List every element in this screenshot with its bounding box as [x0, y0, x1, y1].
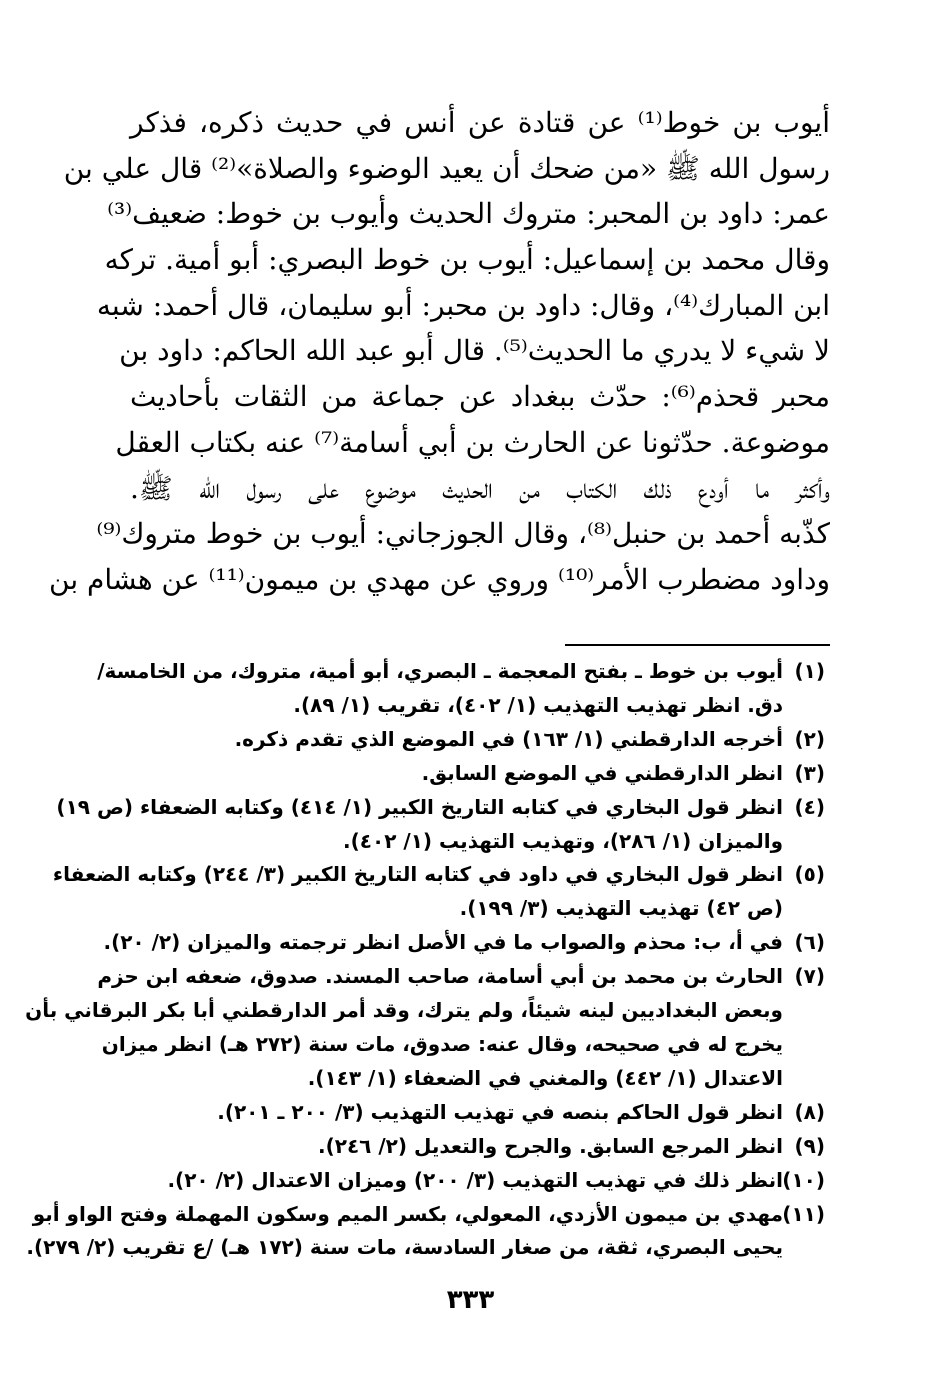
- main-text-line: وداود مضطرب الأمر⁽¹⁰⁾ وروي عن مهدي بن ميمون⁽¹¹⁾ عن هشام بن: [49, 562, 830, 596]
- main-text-line: لا شيء لا يدري ما الحديث⁽⁵⁾. قال أبو عبد الله الحاكم: داود بن: [119, 334, 830, 368]
- footnote-line: مهدي بن ميمون الأزدي، المعولي، بكسر الميم وسكون المهملة وفتح الواو أبو: [32, 1201, 783, 1226]
- footnote-line: أخرجه الدارقطني (١/ ١٦٣) في الموضع الذي تقدم ذكره.: [234, 726, 783, 751]
- footnote-number: (٢): [794, 726, 825, 751]
- footnote-line: والميزان (١/ ٢٨٦)، وتهذيب التهذيب (١/ ٤٠٢).: [343, 828, 783, 853]
- footnote-number: (٨): [794, 1099, 825, 1124]
- footnote-number: (١١): [782, 1201, 825, 1226]
- main-text-line: كذّبه أحمد بن حنبل⁽⁸⁾، وقال الجوزجاني: أيوب بن خوط متروك⁽⁹⁾: [96, 517, 830, 551]
- footnote: [52, 858, 825, 926]
- footnote-number: (٤): [794, 794, 825, 819]
- footnote: [125, 1096, 825, 1130]
- main-text-line: ابن المبارك⁽⁴⁾، وقال: داود بن محبر: أبو سليمان، قال أحمد: شبه: [96, 288, 830, 322]
- footnote-line: الاعتدال (١/ ٤٤٢) والمغني في الضعفاء (١/ ١٤٣).: [307, 1065, 783, 1090]
- footnote-line: انظر قول الحاكم بنصه في تهذيب التهذيب (٣/ ٢٠٠ ـ ٢٠١).: [217, 1099, 783, 1124]
- main-text: [49, 100, 830, 603]
- page-number: ٣٣٣: [446, 1285, 495, 1315]
- footnote-number: (٦): [794, 930, 825, 955]
- footnote-line: يخرج له في صحيحه، وقال عنه: صدوق، مات سنة (٢٧٢ هـ) انظر ميزان: [101, 1031, 783, 1056]
- footnotes: [25, 655, 825, 1265]
- main-text-line: رسول الله ﷺ «من ضحك أن يعيد الوضوء والصلاة»⁽²⁾ قال علي بن: [63, 151, 830, 185]
- main-text-line: محبر قحذم⁽⁶⁾: حدّث ببغداد عن جماعة من الثقات بأحاديث: [130, 380, 830, 414]
- main-text-line: عمر: داود بن المحبر: متروك الحديث وأيوب بن خوط: ضعيف⁽³⁾: [107, 197, 830, 231]
- footnote-number: (١): [794, 659, 825, 683]
- main-text-line: وقال محمد بن إسماعيل: أيوب بن خوط البصري: أبو أمية. تركه: [104, 243, 830, 277]
- footnote: [56, 791, 825, 859]
- footnote-number: (٥): [794, 862, 825, 887]
- footnote: [125, 757, 825, 791]
- footnote-separator: [565, 644, 830, 646]
- main-text-line: وأكثر ما أودع ذلك الكتاب من الحديث موضوع على رسول الله ﷺ.: [130, 471, 830, 505]
- footnote-line: يحيى البصري، ثقة، من صغار السادسة، مات سنة (١٧٢ هـ) /ع تقريب (٢/ ٢٧٩).: [26, 1235, 783, 1260]
- footnote: [103, 926, 825, 960]
- footnote-number: (٩): [794, 1133, 825, 1158]
- footnote-line: وبعض البغداديين لينه شيئاً، ولم يترك، وقد أمر الدارقطني أبا بكر البرقاني بأن: [25, 998, 783, 1023]
- footnote-line: انظر الدارقطني في الموضع السابق.: [421, 760, 783, 785]
- footnote-number: (٧): [794, 964, 825, 989]
- footnote: [26, 1198, 825, 1266]
- main-text-line: أيوب بن خوط⁽¹⁾ عن قتادة عن أنس في حديث ذكره، فذكر: [130, 106, 830, 139]
- footnote-line: في أ، ب: محذم والصواب ما في الأصل انظر ترجمته والميزان (٢/ ٢٠).: [103, 930, 783, 955]
- footnote-line: الحارث بن محمد بن أبي أسامة، صاحب المسند. صدوق، ضعفه ابن حزم: [97, 964, 783, 989]
- footnote-line: انظر المرجع السابق. والجرح والتعديل (٢/ ٢٤٦).: [317, 1133, 783, 1158]
- footnote-number: (١٠): [782, 1167, 825, 1192]
- footnote-line: انظر ذلك في تهذيب التهذيب (٣/ ٢٠٠) وميزان الاعتدال (٢/ ٢٠).: [167, 1167, 783, 1192]
- footnote-line: انظر قول البخاري في كتابه التاريخ الكبير (١/ ٤١٤) وكتابه الضعفاء (ص ١٩): [56, 794, 783, 819]
- footnote-line: انظر قول البخاري في داود في كتابه التاريخ الكبير (٣/ ٢٤٤) وكتابه الضعفاء: [52, 862, 783, 887]
- main-text-line: موضوعة. حدّثونا عن الحارث بن أبي أسامة⁽⁷⁾ عنه بكتاب العقل: [115, 425, 830, 459]
- footnote-line: دق. انظر تهذيب التهذيب (١/ ٤٠٢)، تقريب (١/ ٨٩).: [293, 692, 783, 717]
- footnote: [25, 960, 825, 1096]
- footnote-line: (ص ٤٢) تهذيب التهذيب (٣/ ١٩٩).: [459, 896, 783, 921]
- footnote-line: أيوب بن خوط ـ بفتح المعجمة ـ البصري، أبو أمية، متروك، من الخامسة/: [97, 659, 783, 683]
- footnote-number: (٣): [794, 760, 825, 785]
- footnote: [125, 723, 825, 757]
- footnote: [97, 655, 825, 723]
- footnote: [125, 1130, 825, 1164]
- footnote: [125, 1164, 825, 1198]
